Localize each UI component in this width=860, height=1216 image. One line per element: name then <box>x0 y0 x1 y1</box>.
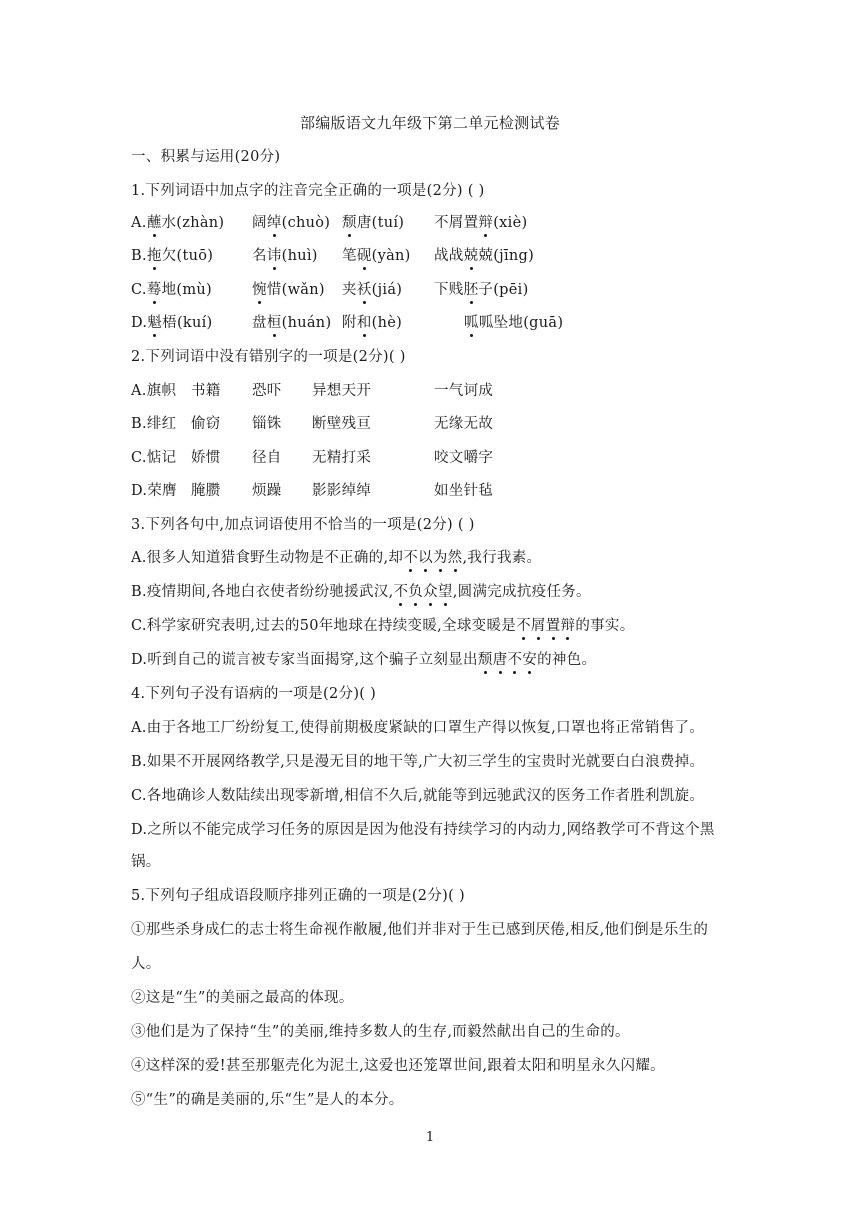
q5-sentence-1-continued: 人。 <box>131 956 161 972</box>
q5-sentence-1: ①那些杀身成仁的志士将生命视作敝履,他们并非对于生已感到厌倦,相反,他们倒是乐生的 <box>131 922 709 938</box>
q2-a-word4: 异想天开 <box>312 383 372 399</box>
q2-c-word5: 咬文嚼字 <box>434 450 494 466</box>
q3-c-dotted-phrase: 不屑置辩 <box>516 618 576 634</box>
q5-stem: 5.下列句子组成语段顺序排列正确的一项是(2分)( ) <box>131 888 465 904</box>
q5-sentence-3: ③他们是为了保持“生”的美丽,维持多数人的生存,而毅然献出自己的生命的。 <box>131 1024 630 1040</box>
q1-a-word3: 颓唐(tuí) <box>342 215 405 231</box>
q3-d-dotted-phrase: 颓唐不安 <box>477 652 538 668</box>
q2-b-word1: B.绯红 <box>131 416 177 432</box>
page-number: 1 <box>425 1130 435 1145</box>
q2-option-d <box>131 481 731 501</box>
q1-d-word3: 附和(hè) <box>342 315 403 331</box>
q2-a-word3: 恐吓 <box>252 383 282 399</box>
q1-d-word2: 盘桓(huán) <box>252 315 332 331</box>
q4-option-c: C.各地确诊人数陆续出现零新增,相信不久后,就能等到远驰武汉的医务工作者胜利凯旋。 <box>131 788 705 804</box>
q2-option-b <box>131 414 731 434</box>
q1-c-word1: C.蓦地(mù) <box>131 282 213 298</box>
q3-b-dotted-phrase: 不负众望 <box>393 584 453 600</box>
q2-option-c <box>131 448 731 468</box>
q1-a-word1: A.蘸水(zhàn) <box>131 215 225 231</box>
q1-option-b <box>131 246 731 266</box>
q2-d-word2: 腌臜 <box>191 483 221 499</box>
q4-option-a: A.由于各地工厂纷纷复工,使得前期极度紧缺的口罩生产得以恢复,口罩也将正常销售了。 <box>131 720 705 736</box>
q1-c-word2: 惋惜(wǎn) <box>252 282 325 298</box>
q3-option-b: B.疫情期间,各地白衣使者纷纷驰援武汉,不负众望,圆满完成抗疫任务。 <box>131 584 591 600</box>
q1-option-c <box>131 280 731 300</box>
q4-option-d: D.之所以不能完成学习任务的原因是因为他没有持续学习的内动力,网络教学可不背这个黑 <box>131 822 715 838</box>
q2-d-word5: 如坐针毡 <box>434 483 494 499</box>
q5-sentence-4: ④这样深的爱!甚至那躯壳化为泥土,这爱也还笼罩世间,跟着太阳和明星永久闪耀。 <box>131 1058 665 1074</box>
q2-d-word4: 影影绰绰 <box>312 483 372 499</box>
q1-c-word4: 下贱胚子(pēi) <box>434 282 529 298</box>
q2-c-word1: C.惦记 <box>131 450 177 466</box>
exam-title: 部编版语文九年级下第二单元检测试卷 <box>299 114 561 132</box>
q2-a-word2: 书籍 <box>191 383 221 399</box>
q2-a-word5: 一气诃成 <box>434 383 494 399</box>
q4-option-b: B.如果不开展网络教学,只是漫无目的地干等,广大初三学生的宝贵时光就要白白浪费掉。 <box>131 754 705 770</box>
q1-c-word3: 夹袄(jiá) <box>342 282 403 298</box>
q1-option-a <box>131 213 731 233</box>
q1-stem: 1.下列词语中加点字的注音完全正确的一项是(2分) ( ) <box>131 183 485 199</box>
q5-sentence-5: ⑤“生”的确是美丽的,乐“生”是人的本分。 <box>131 1092 404 1108</box>
q3-option-d: D.听到自己的谎言被专家当面揭穿,这个骗子立刻显出颓唐不安的神色。 <box>131 652 597 668</box>
q4-stem: 4.下列句子没有语病的一项是(2分)( ) <box>131 686 377 702</box>
q1-b-word1: B.拖欠(tuō) <box>131 248 214 264</box>
q5-sentence-2: ②这是“生”的美丽之最高的体现。 <box>131 990 354 1006</box>
q2-c-word2: 娇惯 <box>191 450 221 466</box>
q3-option-c: C.科学家研究表明,过去的50年地球在持续变暖,全球变暖是不屑置辩的事实。 <box>131 618 635 634</box>
q2-a-word1: A.旗帜 <box>131 383 177 399</box>
q1-b-word4: 战战兢兢(jīng) <box>434 248 535 264</box>
q2-c-word4: 无精打采 <box>312 450 372 466</box>
q1-b-word2: 名讳(huì) <box>252 248 318 264</box>
q2-b-word4: 断壁残亘 <box>312 416 372 432</box>
q3-a-dotted-phrase: 不以为然 <box>403 550 463 566</box>
q2-d-word3: 烦躁 <box>252 483 282 499</box>
q3-stem: 3.下列各句中,加点词语使用不恰当的一项是(2分) ( ) <box>131 517 475 533</box>
q2-b-word5: 无缘无故 <box>434 416 494 432</box>
q2-stem: 2.下列词语中没有错别字的一项是(2分)( ) <box>131 349 406 365</box>
q2-c-word3: 径自 <box>252 450 282 466</box>
q1-a-word4: 不屑置辩(xiè) <box>434 215 528 231</box>
section-heading: 一、积累与运用(20分) <box>131 149 281 165</box>
q1-a-word2: 阔绰(chuò) <box>252 215 331 231</box>
q2-option-a <box>131 381 731 401</box>
q2-b-word3: 锱铢 <box>252 416 282 432</box>
q1-b-word3: 笔砚(yàn) <box>342 248 411 264</box>
q1-d-word1: D.魁梧(kuí) <box>131 315 213 331</box>
q2-b-word2: 偷窃 <box>191 416 221 432</box>
q4-option-d-continued: 锅。 <box>131 854 161 870</box>
q2-d-word1: D.荣膺 <box>131 483 177 499</box>
q3-option-a: A.很多人知道猎食野生动物是不正确的,却不以为然,我行我素。 <box>131 550 542 566</box>
q1-d-word4: 呱呱坠地(guā) <box>464 315 564 331</box>
q1-option-d <box>131 313 731 333</box>
